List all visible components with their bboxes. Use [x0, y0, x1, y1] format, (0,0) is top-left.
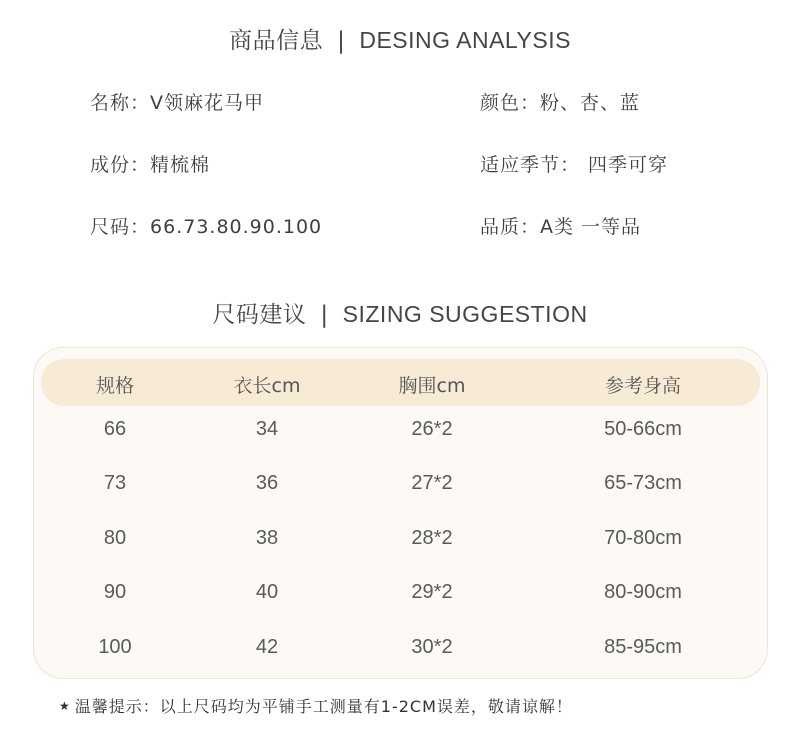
info-quality [480, 212, 641, 239]
info-color-label: 颜色： [480, 92, 541, 114]
header-size: 规格 [95, 375, 135, 397]
cell-length: 36 [255, 472, 279, 494]
title-cn: 尺码建议 [212, 302, 307, 328]
info-material-value: 精梳棉 [150, 154, 211, 176]
cell-size: 100 [98, 636, 132, 658]
info-season-label: 适应季节： [480, 154, 581, 176]
cell-height: 65-73cm [604, 472, 682, 494]
info-size-label: 尺码： [90, 216, 151, 238]
star-icon: ★ [59, 699, 71, 713]
cell-height: 85-95cm [604, 636, 682, 658]
cell-height: 80-90cm [604, 581, 682, 603]
info-color-value: 粉、杏、蓝 [540, 92, 641, 114]
note-text: 温馨提示：以上尺码均为平铺手工测量有1-2CM误差，敬请谅解！ [74, 697, 573, 716]
title-separator: | [320, 302, 329, 328]
info-color [480, 88, 640, 115]
header-chest: 胸围cm [398, 375, 466, 397]
cell-chest: 27*2 [411, 472, 453, 494]
table-header [41, 359, 760, 406]
cell-length: 42 [255, 636, 279, 658]
info-season [480, 150, 668, 177]
cell-size: 80 [103, 527, 127, 549]
info-size [90, 212, 322, 239]
cell-height: 70-80cm [604, 527, 682, 549]
info-quality-value: A类 一等品 [540, 216, 642, 238]
title-en: DESING ANALYSIS [359, 27, 571, 53]
size-table [33, 347, 768, 679]
table-row [34, 636, 769, 666]
section-title-product-info [0, 22, 800, 55]
cell-size: 90 [103, 581, 127, 603]
cell-size: 66 [103, 418, 127, 440]
cell-length: 34 [255, 418, 279, 440]
info-material [90, 150, 210, 177]
table-row [34, 527, 769, 557]
info-material-label: 成份： [90, 154, 151, 176]
info-season-value: 四季可穿 [588, 154, 669, 176]
info-name [90, 88, 264, 115]
cell-chest: 26*2 [411, 418, 453, 440]
info-quality-label: 品质： [480, 216, 541, 238]
title-separator: | [337, 28, 346, 54]
table-row [34, 581, 769, 611]
table-row [34, 472, 769, 502]
title-cn: 商品信息 [229, 28, 324, 54]
header-height: 参考身高 [604, 375, 682, 397]
info-name-label: 名称： [90, 92, 151, 114]
table-row [34, 418, 769, 448]
cell-size: 73 [103, 472, 127, 494]
measurement-note [59, 694, 573, 717]
cell-height: 50-66cm [604, 418, 682, 440]
title-en: SIZING SUGGESTION [342, 301, 588, 327]
header-length: 衣长cm [233, 375, 301, 397]
info-name-value: V领麻花马甲 [150, 92, 265, 114]
cell-length: 40 [255, 581, 279, 603]
info-size-value: 66.73.80.90.100 [150, 216, 323, 238]
cell-length: 38 [255, 527, 279, 549]
cell-chest: 30*2 [411, 636, 453, 658]
cell-chest: 29*2 [411, 581, 453, 603]
cell-chest: 28*2 [411, 527, 453, 549]
section-title-sizing [0, 296, 800, 329]
